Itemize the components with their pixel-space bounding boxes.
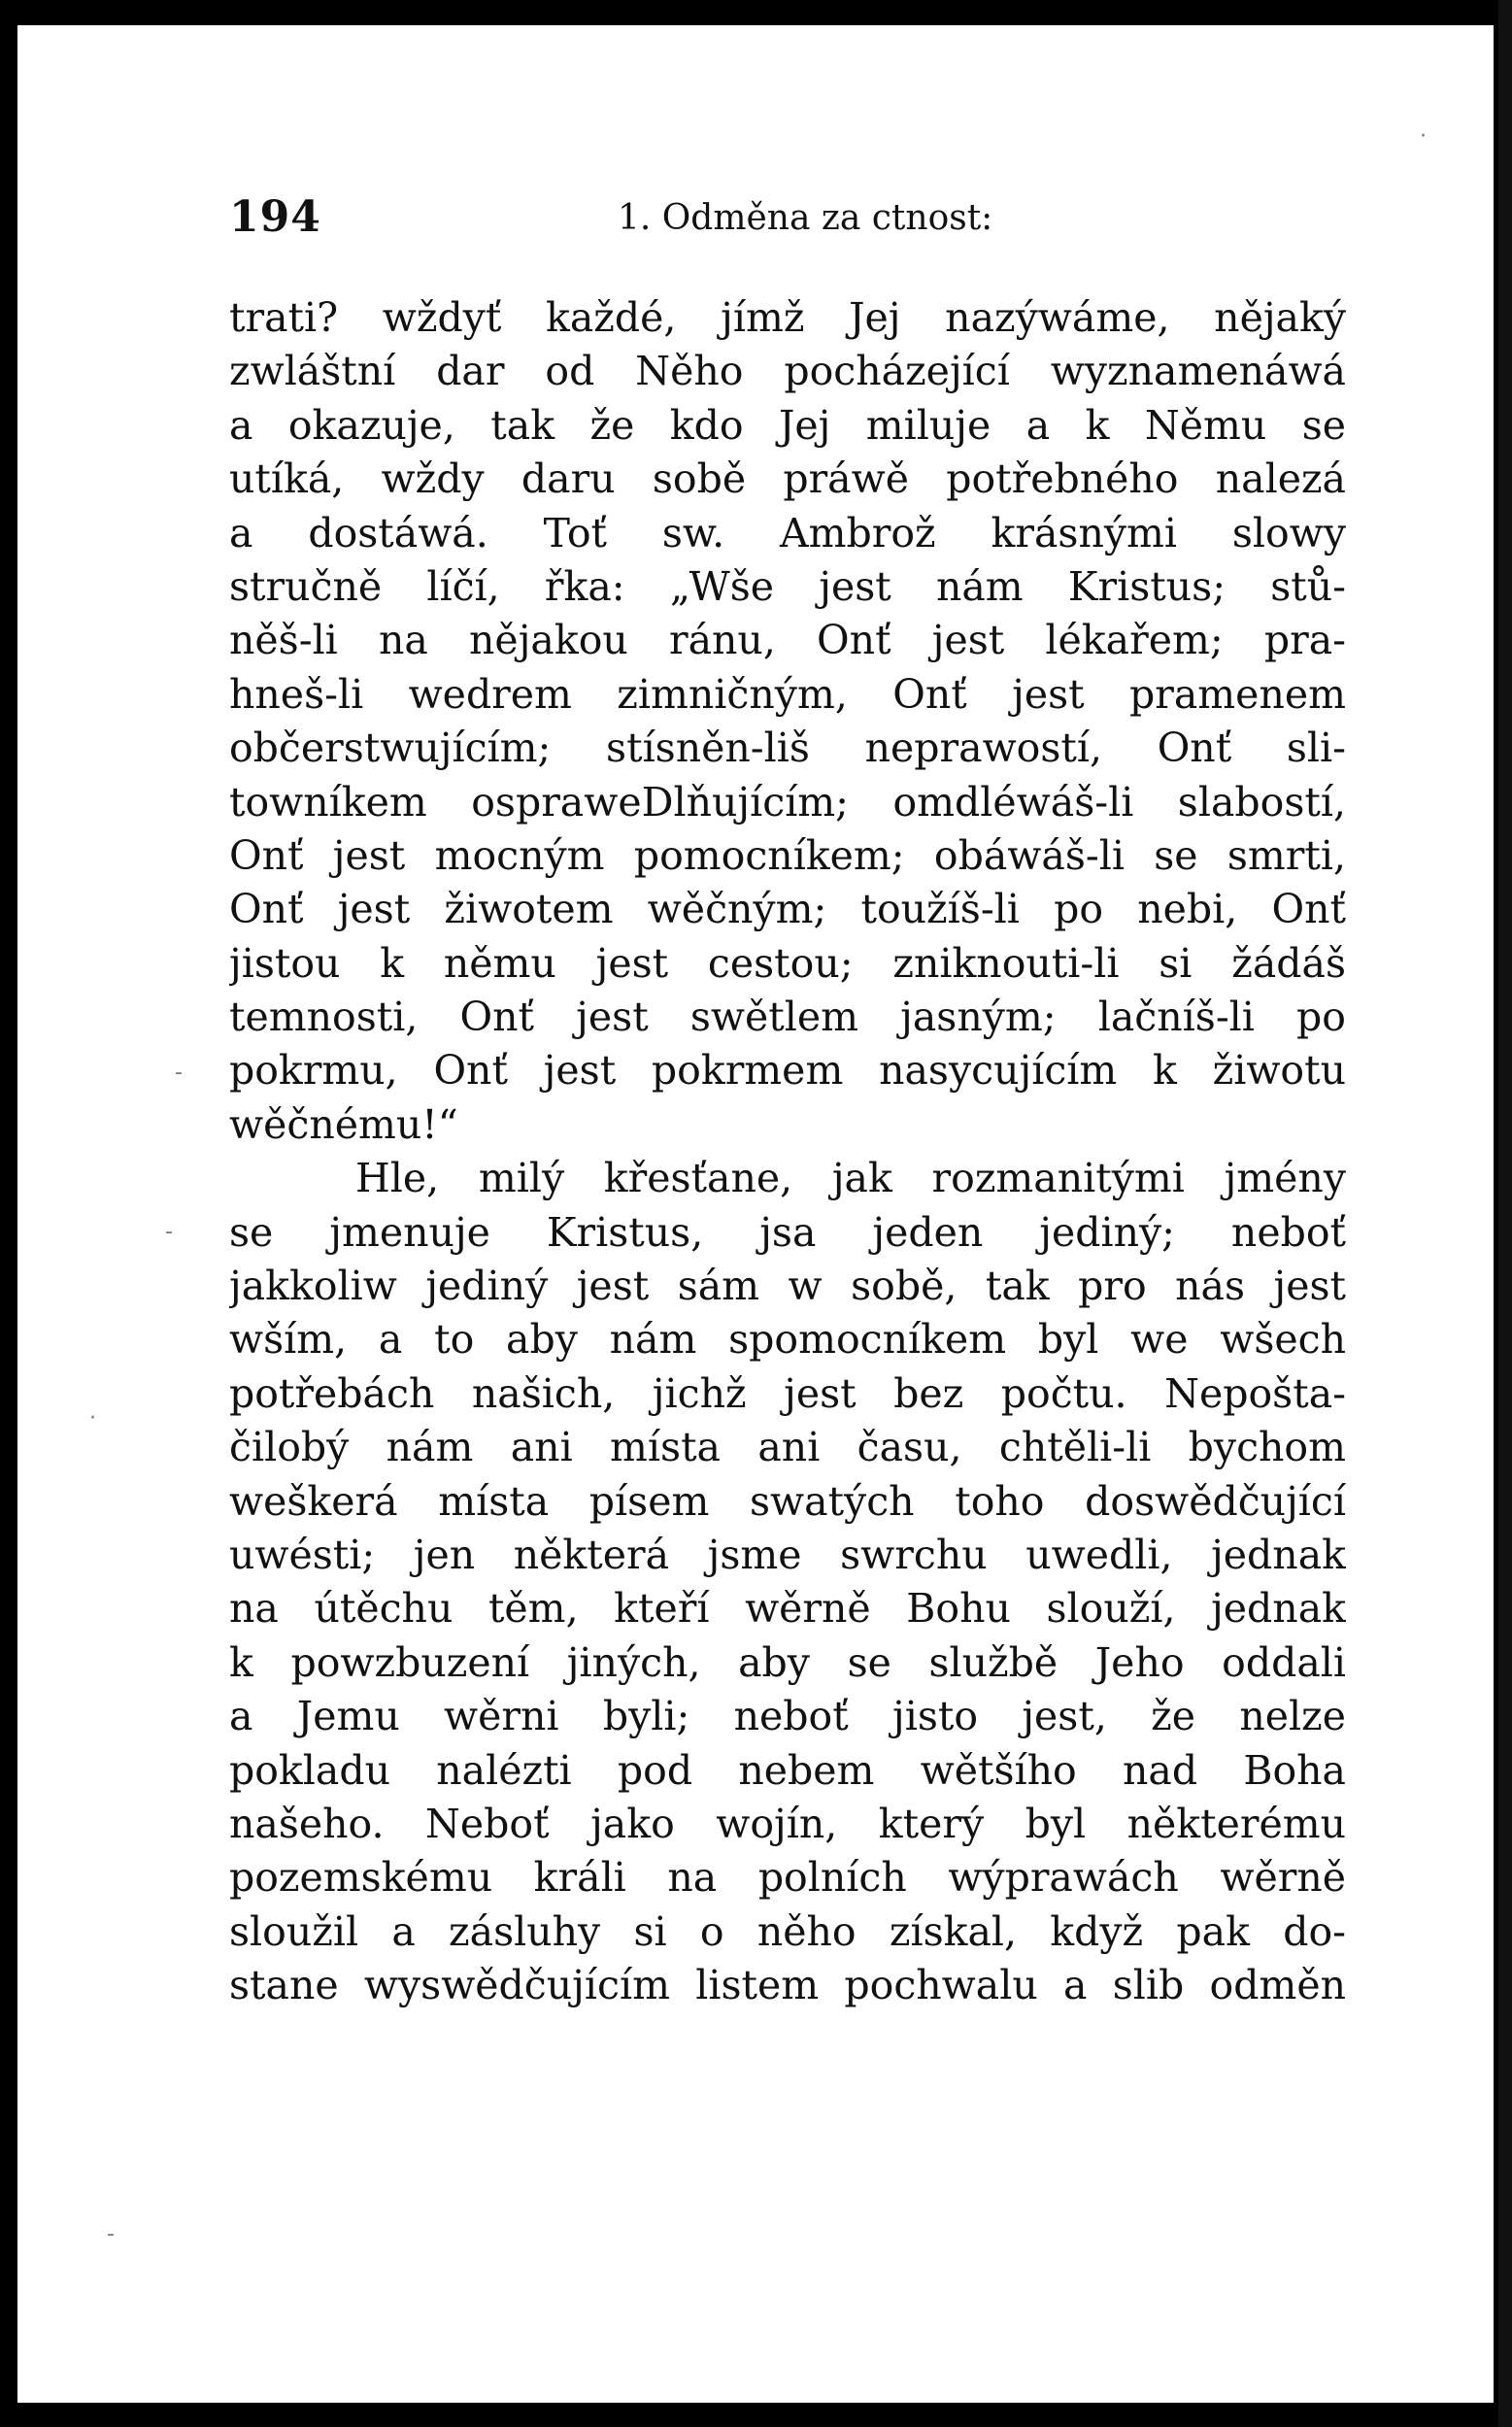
text-line: k powzbuzení jiných, aby se službě Jeho oddali <box>229 1638 1346 1686</box>
text-line: na útěchu těm, kteří wěrně Bohu slouží, jednak <box>229 1585 1346 1633</box>
text-line: zwláštní dar od Něho pocházející wyznamenáwá <box>229 348 1346 395</box>
text-line: wěčnému!“ <box>229 1100 458 1148</box>
text-line: Hle, milý křesťane, jak rozmanitými jmény <box>355 1155 1346 1202</box>
text-line: temnosti, Onť jest swětlem jasným; lačníš-li po <box>229 994 1346 1041</box>
text-line: stručně líčí, řka: „Wše jest nám Kristus; stů- <box>229 562 1346 610</box>
text-line: hneš-li wedrem zimničným, Onť jest pramenem <box>229 670 1346 718</box>
text-line: a okazuje, tak že kdo Jej miluje a k Němu se <box>229 401 1346 449</box>
page-edge-shadow <box>1498 0 1512 2427</box>
scan-speck: - <box>107 2222 115 2246</box>
scan-speck: · <box>1420 124 1427 149</box>
scan-speck: · <box>89 1406 96 1431</box>
text-line: pozemskému králi na polních wýprawách wěrně <box>229 1854 1346 1902</box>
text-line: pokladu nalézti pod nebem wětšího nad Boha <box>229 1746 1346 1794</box>
text-line: potřebách našich, jichž jest bez počtu. Nepošta- <box>229 1369 1346 1417</box>
text-line: stane wyswědčujícím listem pochwalu a slib odměn <box>229 1962 1346 2009</box>
text-line: trati? wždyť každé, jímž Jej nazýwáme, nějaký <box>229 294 1346 341</box>
text-line: něš-li na nějakou ránu, Onť jest lékařem; pra- <box>229 617 1346 664</box>
text-line: towníkem ospraweDlňujícím; omdléwáš-li slabostí, <box>229 778 1346 826</box>
scan-speck: - <box>165 1220 173 1244</box>
running-title: 1. Odměna za ctnost: <box>618 198 993 238</box>
text-line: našeho. Neboť jako wojín, který byl některému <box>229 1800 1346 1847</box>
text-line: pokrmu, Onť jest pokrmem nasycujícím k žiwotu <box>229 1047 1346 1095</box>
text-line: se jmenuje Kristus, jsa jeden jediný; neboť <box>229 1208 1346 1256</box>
text-line: uwésti; jen některá jsme swrchu uwedli, jednak <box>229 1531 1346 1578</box>
text-line: a dostáwá. Toť sw. Ambrož krásnými slowy <box>229 509 1346 556</box>
text-line: sloužil a zásluhy si o něho získal, když pak do- <box>229 1907 1346 1955</box>
scan-speck: - <box>175 1061 183 1085</box>
paragraph-2 <box>229 1152 1346 2012</box>
text-line: weškerá místa písem swatých toho doswědčující <box>229 1477 1346 1525</box>
page-number: 194 <box>229 192 321 242</box>
page-header <box>229 192 1356 251</box>
body-text <box>229 291 1346 2013</box>
text-line: jistou k němu jest cestou; zniknouti-li si žádáš <box>229 939 1346 987</box>
text-line: utíká, wždy daru sobě práwě potřebného nalezá <box>229 455 1346 503</box>
text-line: občerstwujícím; stísněn-liš neprawostí, Onť sli- <box>229 725 1346 772</box>
text-line: Onť jest mocným pomocníkem; obáwáš-li se smrti, <box>229 831 1346 879</box>
text-line: jakkoliw jediný jest sám w sobě, tak pro nás jest <box>229 1263 1346 1310</box>
text-line: čilobý nám ani místa ani času, chtěli-li bychom <box>229 1424 1346 1471</box>
text-line: Onť jest žiwotem wěčným; toužíš-li po nebi, Onť <box>229 886 1346 933</box>
text-line: wším, a to aby nám spomocníkem byl we wšech <box>229 1316 1346 1364</box>
text-line: a Jemu wěrni byli; neboť jisto jest, že nelze <box>229 1693 1346 1740</box>
paragraph-1 <box>229 291 1346 1152</box>
